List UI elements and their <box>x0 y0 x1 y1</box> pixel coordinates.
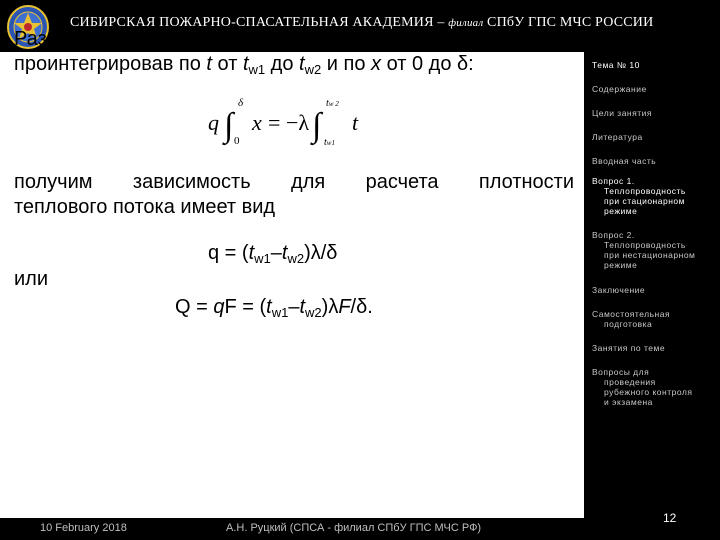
sidebar-item-topic[interactable]: Тема № 10 <box>592 60 640 70</box>
sidebar-item-topic-classes[interactable]: Занятия по теме <box>592 343 666 353</box>
sidebar-item-contents[interactable]: Содержание <box>592 84 647 94</box>
svg-text:q: q <box>208 110 219 135</box>
sidebar-item-self-study[interactable]: Самостоятельная подготовка <box>592 309 671 329</box>
page-title: СИБИРСКАЯ ПОЖАРНО-СПАСАТЕЛЬНАЯ АКАДЕМИЯ – филиал СПбУ ГПС МЧС РОССИИ <box>70 15 654 30</box>
svg-text:δ: δ <box>238 97 244 109</box>
paragraph-result <box>14 170 574 220</box>
sidebar-item-intro[interactable]: Вводная часть <box>592 156 657 166</box>
page-number: 12 <box>663 511 677 525</box>
sidebar-item-exam-questions[interactable]: Вопросы для проведения рубежного контроля и экзамена <box>592 367 693 407</box>
svg-text:tw1: tw1 <box>324 137 335 148</box>
paragraph-intro-line2: проинтегрировав по t от $t_{w1}$ до $t_{w2}$ и по x от 0 до δ: <box>14 53 474 77</box>
svg-text:=: = <box>268 110 281 135</box>
paragraph-intro <box>14 27 574 82</box>
paragraph-result-line1: получим зависимость для расчета плотности <box>14 171 574 193</box>
sidebar-item-question-2[interactable]: Вопрос 2. Теплопроводность при нестационарном режиме <box>592 230 696 270</box>
sidebar-item-question-1[interactable]: Вопрос 1. Теплопроводность при стационарном режиме <box>592 176 686 216</box>
footer-author: А.Н. Руцкий (СПСА - филиал СПбУ ГПС МЧС РФ) <box>226 522 482 534</box>
svg-text:0: 0 <box>234 135 240 147</box>
svg-text:t: t <box>352 110 359 135</box>
paragraph-result-line2: теплового потока имеет вид <box>14 196 276 218</box>
heat-flux-formula: $q = (t_{w1}-t_{w2})\lambda/\delta$ <box>208 242 338 266</box>
svg-text:tw 2: tw 2 <box>326 98 339 109</box>
or-label: или <box>14 268 49 290</box>
footer-date: 10 February 2018 <box>40 522 127 534</box>
sidebar-item-conclusion[interactable]: Заключение <box>592 285 646 295</box>
sidebar-item-literature[interactable]: Литература <box>592 132 643 142</box>
sidebar-item-goals[interactable]: Цели занятия <box>592 108 652 118</box>
svg-text:∫: ∫ <box>224 107 234 144</box>
svg-text:∫: ∫ <box>312 107 322 144</box>
svg-text:x: x <box>252 110 262 135</box>
paragraph-intro-line1: Разделив переменные в этом уравнении и <box>14 28 574 50</box>
heat-flow-formula: Q = qF = $(t_{w1}-t_{w2})\lambda F/\delta$. <box>175 296 373 320</box>
svg-text:−λ: −λ <box>286 110 310 135</box>
integral-formula <box>200 92 400 152</box>
